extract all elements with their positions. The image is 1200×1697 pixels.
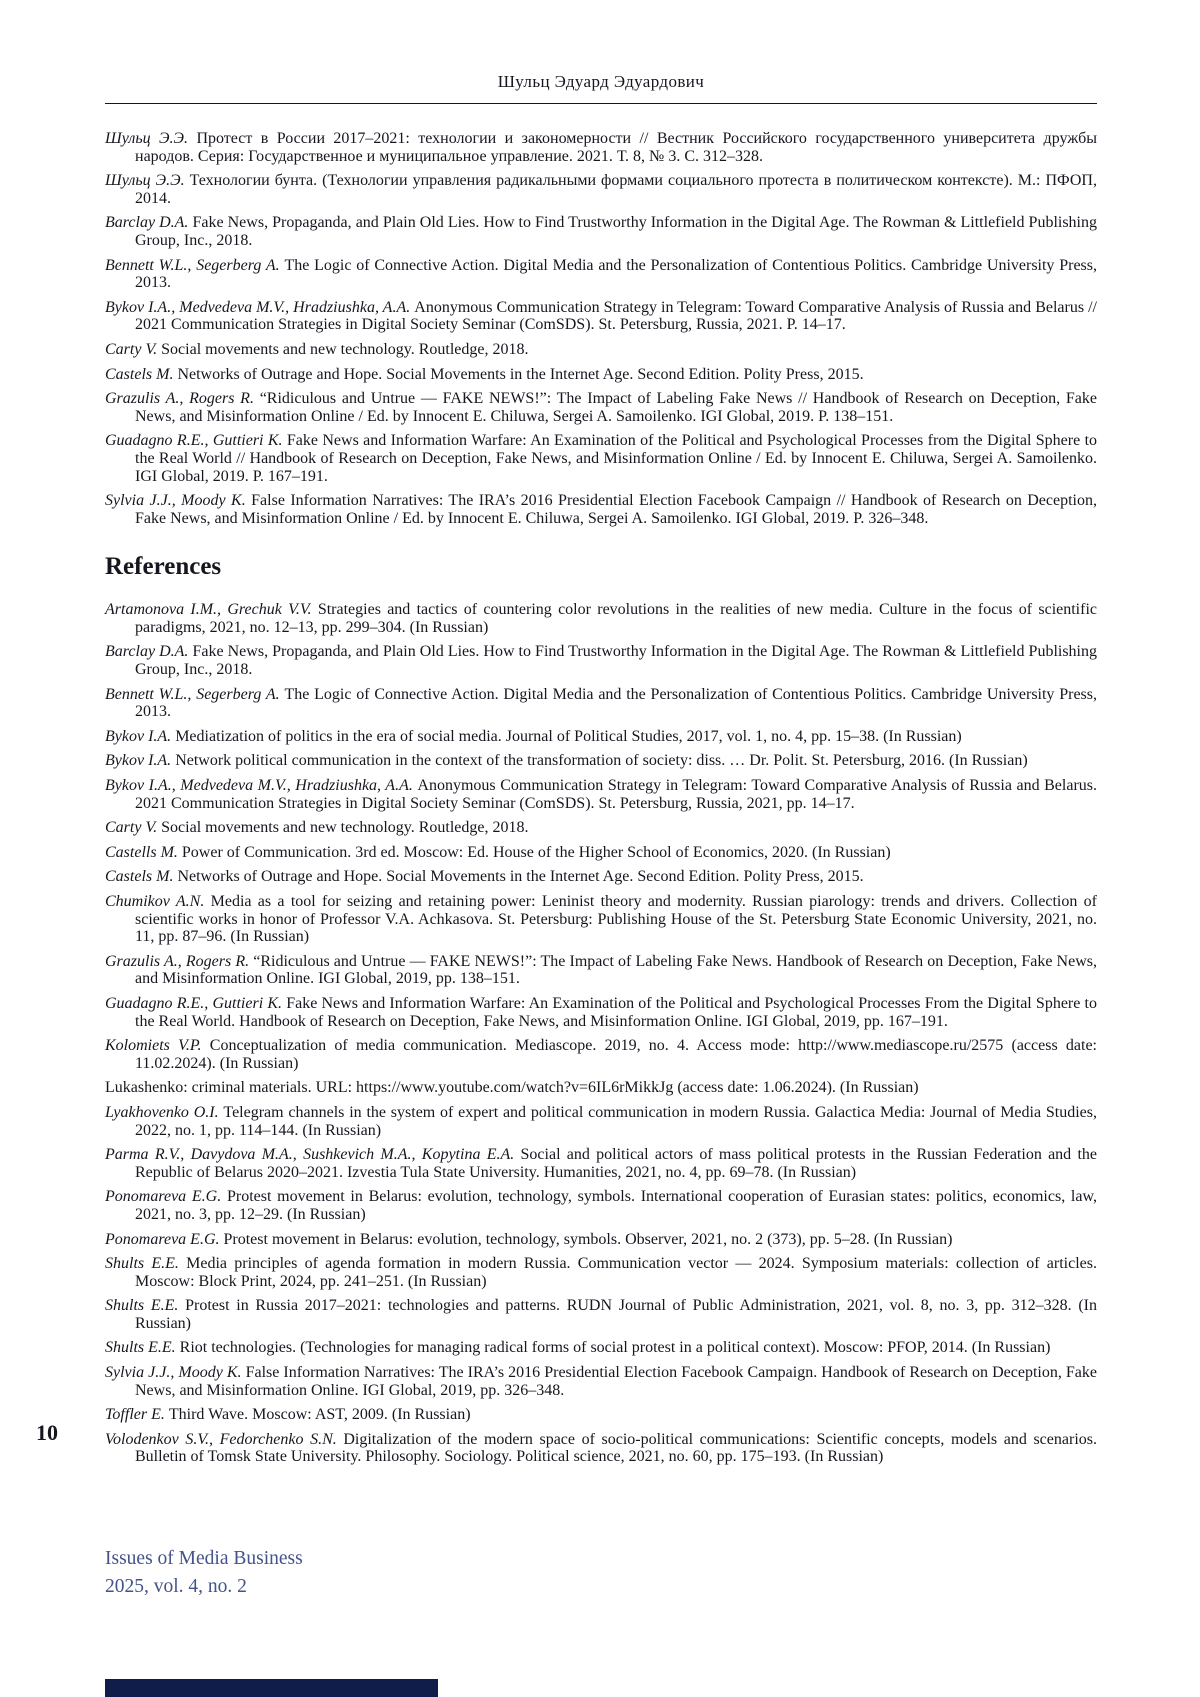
reference-item [105, 601, 1097, 636]
reference-item [105, 777, 1097, 812]
reference-text: Strategies and tactics of countering color revolutions in the realities of new media. Culture in the focus of scientific paradigms, 2021, no. 12–13, pp. 299–304. (In Russian) [135, 601, 1098, 636]
reference-text: “Ridiculous and Untrue — FAKE NEWS!”: The Impact of Labeling Fake News. Handbook of Research on Deception, Fake News, and Misinformation Online. IGI Global, 2019, pp. 138–151. [135, 952, 1097, 988]
reference-authors: Toffler E. [105, 1406, 169, 1424]
reference-item [105, 1231, 1097, 1249]
reference-text: Anonymous Communication Strategy in Telegram: Toward Comparative Analysis of Russia and Belarus. 2021 Communication Strategies in Digital Society Seminar (ComSDS). St. Petersburg, Russia, 2021, pp. 14–17. [135, 777, 1098, 812]
reference-item [105, 214, 1097, 249]
reference-item [105, 366, 1097, 384]
reference-text: Digitalization of the modern space of socio-political communications: Scientific concepts, models and scenarios. Bulletin of Tomsk State University. Philosophy. Sociology. Political science, 2021, no. 60, pp. 175–193. (In Russian) [135, 1430, 1097, 1466]
reference-text: Mediatization of politics in the era of social media. Journal of Political Studies, 2017, vol. 1, no. 4, pp. 15–38. (In Russian) [175, 727, 962, 745]
reference-authors: Bennett W.L., Segerberg A. [105, 256, 285, 274]
reference-item [105, 1037, 1097, 1072]
reference-authors: Lyakhovenko O.I. [105, 1103, 224, 1121]
reference-text: Social and political actors of mass political protests in the Russian Federation and the Republic of Belarus 2020–2021. Izvestia Tula State University. Humanities, 2021, no. 4, pp. 69–78. (In Russian) [135, 1146, 1097, 1181]
reference-text: The Logic of Connective Action. Digital Media and the Personalization of Contentious Politics. Cambridge University Press, 2013. [135, 685, 1098, 721]
page-number: 10 [36, 1420, 58, 1445]
reference-text: Protest movement in Belarus: evolution, technology, symbols. International cooperation of Eurasian states: politics, economics, law, 2021, no. 3, pp. 12–29. (In Russian) [135, 1188, 1097, 1223]
reference-authors: Kolomiets V.P. [105, 1037, 210, 1055]
reference-authors: Guadagno R.E., Guttieri K. [105, 994, 287, 1012]
reference-authors: Carty V. [105, 819, 162, 837]
reference-text: Riot technologies. (Technologies for managing radical forms of social protest in a political context). Moscow: PFOP, 2014. (In Russian) [179, 1339, 1051, 1357]
reference-item [105, 1104, 1097, 1139]
reference-text: Media as a tool for seizing and retaining power: Leninist theory and modernity. Russian piarology: trends and drivers. Collection of scientific works in honor of Professor V.A. Achkasova. St. Petersburg: Publishing House of the St. Petersburg State Economic University, 2021, no. 11, pp. 87–96. (In Russian) [135, 893, 1098, 946]
reference-item [105, 995, 1097, 1030]
reference-item [105, 1146, 1097, 1181]
reference-text: Fake News, Propaganda, and Plain Old Lies. How to Find Trustworthy Information in the Digital Age. The Rowman & Littlefield Publishing Group, Inc., 2018. [135, 214, 1098, 249]
reference-text: Network political communication in the context of the transformation of society: diss. … Dr. Polit. St. Petersburg, 2016. (In Russian) [175, 752, 1028, 770]
footer-issue-info: 2025, vol. 4, no. 2 [105, 1576, 247, 1597]
reference-text: Networks of Outrage and Hope. Social Movements in the Internet Age. Second Edition. Polity Press, 2015. [177, 365, 864, 383]
reference-text: Third Wave. Moscow: AST, 2009. (In Russian) [168, 1406, 471, 1424]
reference-authors: Artamonova I.M., Grechuk V.V. [105, 601, 318, 619]
reference-text: Fake News and Information Warfare: An Examination of the Political and Psychological Processes from the Digital Sphere to the Real World // Handbook of Research on Deception, Fake News, and Misinformation Online / Ed. by Innocent E. Chiluwa, Sergei A. Samoilenko. IGI Global, 2019. P. 167–191. [135, 432, 1098, 485]
reference-authors: Bykov I.A. [105, 752, 176, 770]
reference-authors: Bykov I.A. [105, 727, 176, 745]
reference-item [105, 868, 1097, 886]
running-header-author: Шульц Эдуард Эдуардович [497, 72, 705, 91]
reference-text: Media principles of agenda formation in modern Russia. Communication vector — 2024. Symposium materials: collection of articles. Moscow: Block Print, 2024, pp. 241–251. (In Russian) [135, 1255, 1097, 1290]
reference-item [105, 1364, 1097, 1399]
reference-authors: Barclay D.A. [105, 214, 193, 232]
header-divider [105, 103, 1097, 104]
reference-text: Протест в России 2017–2021: технологии и закономерности // Вестник Российского государственного университета дружбы народов. Серия: Государственное и муниципальное управление. 2021. Т. 8, № 3. С. 312–328. [135, 130, 1098, 165]
reference-authors: Castels M. [105, 365, 178, 383]
reference-authors: Шульц Э.Э. [105, 130, 197, 147]
reference-item [105, 299, 1097, 334]
reference-item [105, 1406, 1097, 1424]
reference-item [105, 492, 1097, 527]
reference-item [105, 752, 1097, 770]
reference-authors: Castels M. [105, 868, 178, 886]
reference-authors: Bykov I.A., Medvedeva M.V., Hradziushka, A.A. [105, 298, 415, 316]
reference-item [105, 341, 1097, 359]
reference-text: Social movements and new technology. Routledge, 2018. [161, 819, 529, 837]
reference-authors: Ponomareva E.G. [105, 1230, 224, 1248]
reference-authors: Chumikov A.N. [105, 893, 211, 910]
reference-text: Protest in Russia 2017–2021: technologies and patterns. RUDN Journal of Public Administration, 2021, vol. 8, no. 3, pp. 312–328. (In Russian) [135, 1297, 1097, 1332]
reference-item [105, 1079, 1097, 1097]
reference-authors: Shults E.E. [105, 1255, 187, 1273]
footer-journal-title: Issues of Media Business [105, 1548, 303, 1569]
reference-authors: Sylvia J.J., Moody K. [105, 492, 252, 510]
reference-authors: Guadagno R.E., Guttieri K. [105, 432, 287, 450]
bottom-bar [105, 1679, 438, 1697]
reference-text: Anonymous Communication Strategy in Telegram: Toward Comparative Analysis of Russia and Belarus // 2021 Communication Strategies in Digital Society Seminar (ComSDS). St. Petersburg, Russia, 2021. P. 14–17. [135, 298, 1098, 334]
reference-text: Telegram channels in the system of expert and political communication in modern Russia. Galactica Media: Journal of Media Studies, 2022, no. 1, pp. 114–144. (In Russian) [135, 1103, 1097, 1139]
reference-text: Fake News and Information Warfare: An Examination of the Political and Psychological Processes From the Digital Sphere to the Real World. Handbook of Research on Deception, Fake News, and Misinformation Online. IGI Global, 2019, pp. 167–191. [135, 994, 1097, 1030]
reference-text: Технологии бунта. (Технологии управления радикальными формами социального протеста в политическом контексте). М.: ПФОП, 2014. [135, 172, 1097, 207]
reference-authors: Bykov I.A., Medvedeva M.V., Hradziushka, A.A. [105, 777, 418, 795]
reference-item [105, 844, 1097, 862]
reference-item [105, 432, 1097, 485]
reference-authors: Castells M. [105, 843, 182, 861]
reference-item [105, 1188, 1097, 1223]
reference-item [105, 257, 1097, 292]
reference-item [105, 172, 1097, 207]
reference-authors: Sylvia J.J., Moody K. [105, 1364, 246, 1382]
reference-text: False Information Narratives: The IRA’s 2016 Presidential Election Facebook Campaign. Handbook of Research on Deception, Fake News, and Misinformation Online. IGI Global, 2019, pp. 326–348. [135, 1364, 1097, 1399]
reference-authors: Volodenkov S.V., Fedorchenko S.N. [105, 1430, 344, 1448]
references-english-list [105, 601, 1097, 1466]
journal-footer [105, 1545, 303, 1601]
reference-text: False Information Narratives: The IRA’s 2016 Presidential Election Facebook Campaign // Handbook of Research on Deception, Fake News, and Misinformation Online / Ed. by Innocent E. Chiluwa, Sergei A. Samoilenko. IGI Global, 2019. P. 326–348. [135, 492, 1098, 527]
bibliography-russian-list [105, 130, 1097, 527]
reference-authors: Шульц Э.Э. [105, 172, 190, 190]
reference-authors: Carty V. [105, 340, 162, 358]
reference-text: Power of Communication. 3rd ed. Moscow: Ed. House of the Higher School of Economics, 2020. (In Russian) [181, 843, 891, 861]
reference-text: The Logic of Connective Action. Digital Media and the Personalization of Contentious Politics. Cambridge University Press, 2013. [135, 256, 1098, 292]
reference-authors: Shults E.E. [105, 1339, 180, 1357]
reference-item [105, 643, 1097, 678]
references-heading: References [105, 553, 222, 581]
reference-text: Protest movement in Belarus: evolution, technology, symbols. Observer, 2021, no. 2 (373), pp. 5–28. (In Russian) [223, 1230, 953, 1248]
reference-item [105, 686, 1097, 721]
reference-item [105, 130, 1097, 165]
reference-item [105, 728, 1097, 746]
page-content [105, 0, 1097, 1473]
reference-item [105, 953, 1097, 988]
reference-text: “Ridiculous and Untrue — FAKE NEWS!”: The Impact of Labeling Fake News // Handbook of Research on Deception, Fake News, and Misinformation Online / Ed. by Innocent E. Chiluwa, Sergei A. Samoilenko. IGI Global, 2019. P. 138–151. [135, 390, 1097, 425]
reference-item [105, 893, 1097, 946]
reference-authors: Barclay D.A. [105, 643, 193, 661]
reference-authors: Ponomareva E.G. [105, 1188, 227, 1206]
reference-item [105, 390, 1097, 425]
reference-text: Networks of Outrage and Hope. Social Movements in the Internet Age. Second Edition. Polity Press, 2015. [177, 868, 864, 886]
reference-text: Fake News, Propaganda, and Plain Old Lies. How to Find Trustworthy Information in the Digital Age. The Rowman & Littlefield Publishing Group, Inc., 2018. [135, 643, 1098, 679]
reference-authors: Bennett W.L., Segerberg A. [105, 685, 285, 703]
reference-text: Social movements and new technology. Routledge, 2018. [161, 340, 529, 358]
reference-item [105, 1255, 1097, 1290]
reference-authors: Grazulis A., Rogers R. [105, 952, 254, 970]
reference-item [105, 1297, 1097, 1332]
reference-item [105, 819, 1097, 837]
reference-authors: Grazulis A., Rogers R. [105, 390, 260, 408]
reference-text: Conceptualization of media communication. Mediascope. 2019, no. 4. Access mode: http://www.mediascope.ru/2575 (access date: 11.02.2024). (In Russian) [135, 1037, 1097, 1072]
reference-authors: Shults E.E. [105, 1297, 186, 1315]
reference-authors: Parma R.V., Davydova M.A., Sushkevich M.A., Kopytina E.A. [105, 1146, 521, 1164]
reference-item [105, 1431, 1097, 1466]
reference-text: Lukashenko: criminal materials. URL: https://www.youtube.com/watch?v=6IL6rMikkJg (access date: 1.06.2024). (In Russian) [105, 1079, 919, 1097]
reference-item [105, 1339, 1097, 1357]
